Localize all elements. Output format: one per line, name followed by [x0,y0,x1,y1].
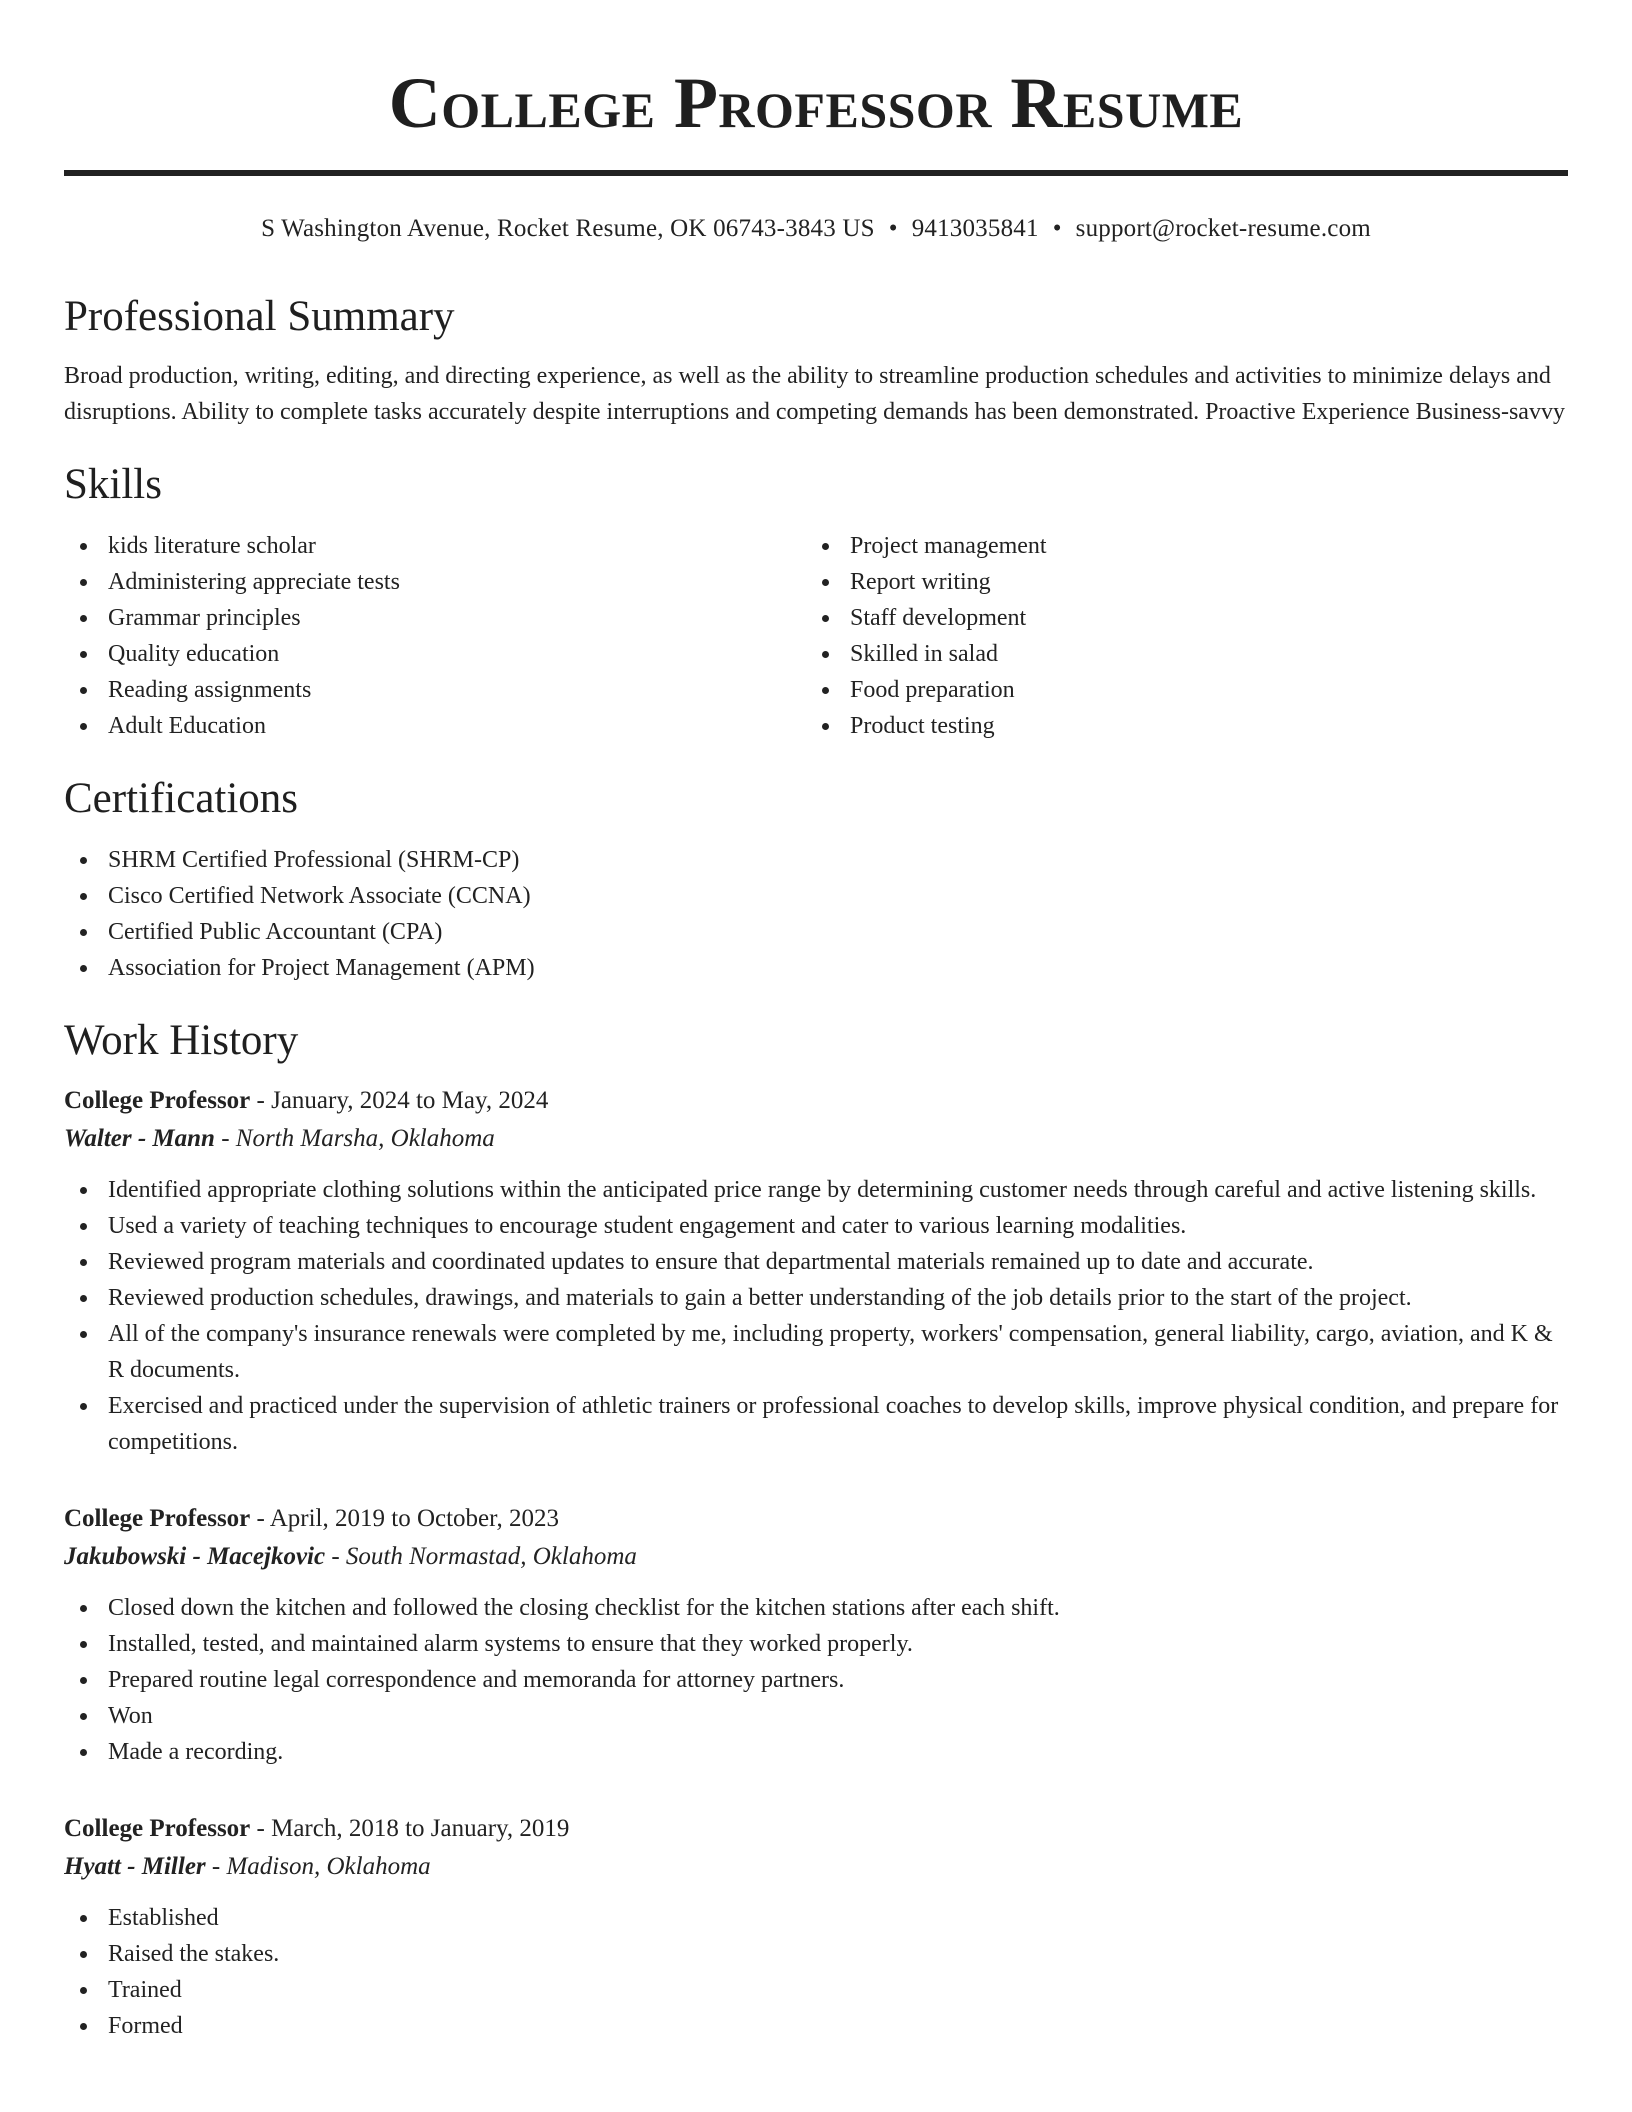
job-bullet: Prepared routine legal correspondence and memoranda for attorney partners. [64,1662,1568,1698]
skills-right-list [806,528,1548,744]
job-title-line [64,1810,1568,1848]
job-entry [64,1810,1568,2044]
job-company: Jakubowski - Macejkovic [64,1543,326,1570]
contact-separator: • [888,215,898,242]
job-company-line [64,1120,1568,1158]
skill-item: Report writing [806,564,1548,600]
contact-line [64,212,1568,246]
job-bullet-list [64,1172,1568,1460]
skills-columns [64,528,1568,744]
work-history-heading: Work History [64,1017,299,1064]
job-bullet: Identified appropriate clothing solutions within the anticipated price range by determining customer needs through careful and active listening skills. [64,1172,1568,1208]
title-divider [64,170,1568,176]
job-bullet-list [64,1590,1568,1770]
certifications-heading: Certifications [64,775,299,822]
job-title: College Professor [64,1505,251,1532]
job-company-line [64,1538,1568,1576]
job-bullet: All of the company's insurance renewals were completed by me, including property, workers' compensation, general liability, cargo, aviation, and K & R documents. [64,1316,1568,1388]
skill-item: Staff development [806,600,1548,636]
job-bullet: Won [64,1698,1568,1734]
contact-separator: • [1052,215,1062,242]
job-dates: - March, 2018 to January, 2019 [250,1815,570,1842]
summary-heading: Professional Summary [64,293,455,340]
job-company: Walter - Mann [64,1125,215,1152]
job-title-line [64,1500,1568,1538]
job-entry [64,1082,1568,1460]
skill-item: Product testing [806,708,1548,744]
job-bullet: Made a recording. [64,1734,1568,1770]
certification-item: SHRM Certified Professional (SHRM-CP) [64,842,1568,878]
skill-item: Quality education [64,636,806,672]
contact-email: support@rocket-resume.com [1075,215,1371,242]
job-dates: - April, 2019 to October, 2023 [250,1505,559,1532]
job-bullet: Installed, tested, and maintained alarm systems to ensure that they worked properly. [64,1626,1568,1662]
contact-phone: 9413035841 [911,215,1039,242]
skill-item: Grammar principles [64,600,806,636]
job-dates: - January, 2024 to May, 2024 [250,1087,549,1114]
job-bullet: Raised the stakes. [64,1936,1568,1972]
job-bullet: Reviewed program materials and coordinated updates to ensure that departmental materials remained up to date and accurate. [64,1244,1568,1280]
skill-item: Project management [806,528,1548,564]
job-title: College Professor [64,1087,251,1114]
contact-address: S Washington Avenue, Rocket Resume, OK 06743-3843 US [261,215,875,242]
skill-item: Administering appreciate tests [64,564,806,600]
job-bullet: Trained [64,1972,1568,2008]
job-company: Hyatt - Miller [64,1853,206,1880]
summary-text: Broad production, writing, editing, and directing experience, as well as the ability to streamline production schedules and activities to minimize delays and disruptions. Ability to complete tasks accurately despite interruptions and competing demands has been demonstrated. Proactive Experience Business-savvy [64,363,1565,425]
skills-heading: Skills [64,461,162,508]
job-location: - Madison, Oklahoma [205,1853,431,1880]
job-bullet: Established [64,1900,1568,1936]
skills-left-list [64,528,806,744]
skill-item: Adult Education [64,708,806,744]
certifications-list [64,842,1568,986]
skill-item: Food preparation [806,672,1548,708]
job-title: College Professor [64,1815,251,1842]
skill-item: Skilled in salad [806,636,1548,672]
job-bullet-list [64,1900,1568,2044]
job-entry [64,1500,1568,1770]
certification-item: Cisco Certified Network Associate (CCNA) [64,878,1568,914]
job-location: - South Normastad, Oklahoma [325,1543,637,1570]
job-bullet: Used a variety of teaching techniques to encourage student engagement and cater to various learning modalities. [64,1208,1568,1244]
resume-title: College Professor Resume [388,63,1244,143]
certification-item: Certified Public Accountant (CPA) [64,914,1568,950]
job-bullet: Exercised and practiced under the supervision of athletic trainers or professional coaches to develop skills, improve physical condition, and prepare for competitions. [64,1388,1568,1460]
certification-item: Association for Project Management (APM) [64,950,1568,986]
skill-item: kids literature scholar [64,528,806,564]
skill-item: Reading assignments [64,672,806,708]
job-location: - North Marsha, Oklahoma [214,1125,495,1152]
job-bullet: Formed [64,2008,1568,2044]
job-title-line [64,1082,1568,1120]
job-bullet: Closed down the kitchen and followed the closing checklist for the kitchen stations after each shift. [64,1590,1568,1626]
resume-page [64,0,1568,2112]
job-company-line [64,1848,1568,1886]
job-bullet: Reviewed production schedules, drawings, and materials to gain a better understanding of the job details prior to the start of the project. [64,1280,1568,1316]
